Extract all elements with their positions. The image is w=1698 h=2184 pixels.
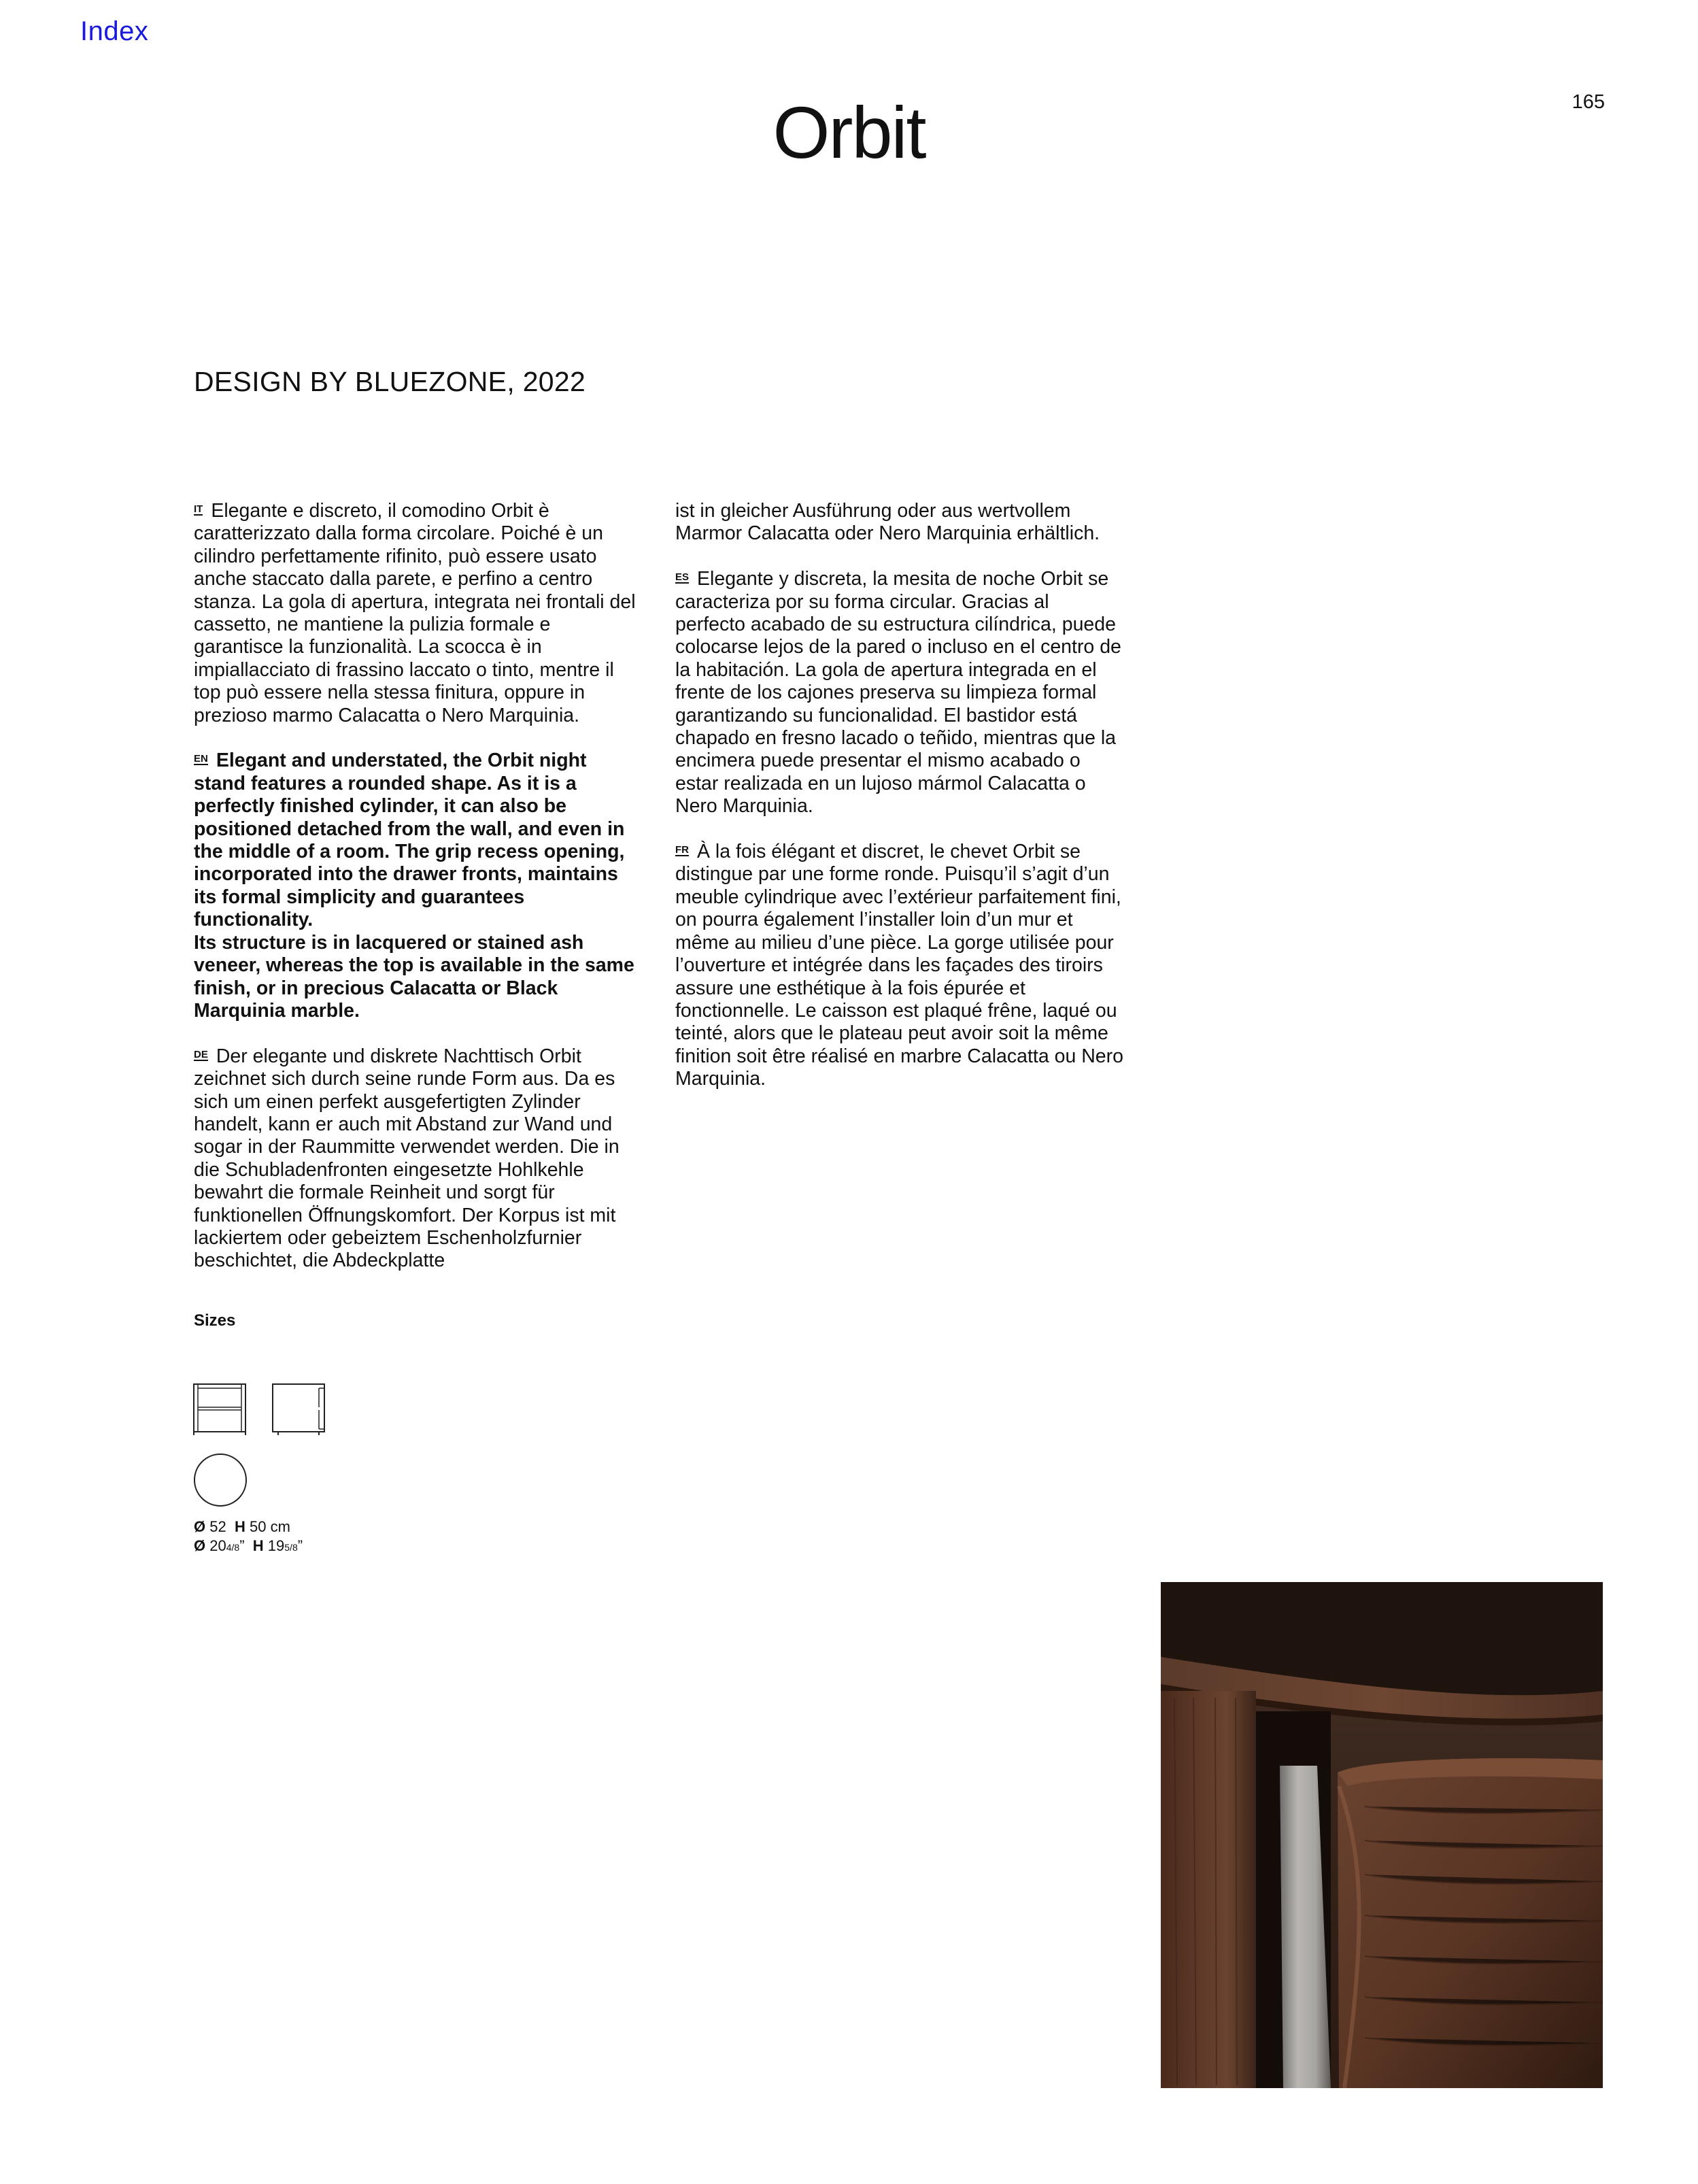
height-value: 50 cm: [249, 1518, 290, 1535]
description-fr-text: À la fois élégant et discret, le chevet Orbit se distingue par une forme ronde. Puisqu’il s’agit d’un meuble cylindrique avec l’extérieur parfaitement fini, on pourra également l’installer loin d’un mur et même au milieu d’une pièce. La gorge utilisée pour l’ouverture et intégrée dans les façades des tiroirs assure une esthétique à la fois épurée et fonctionnelle. Le caisson est plaqué frêne, laqué ou teinté, alors que le plateau peut avoir soit la même finition soit être réalisé en marbre Calacatta ou Nero Marquinia.: [675, 841, 1123, 1090]
index-link[interactable]: Index: [80, 16, 149, 46]
drawer-grip-detail-image: [1161, 1582, 1603, 2088]
height-symbol-imperial: H: [252, 1537, 264, 1554]
height-whole: 19: [267, 1537, 285, 1554]
diameter-symbol-imperial: Ø: [194, 1537, 206, 1554]
height-unit: ”: [297, 1537, 303, 1554]
description-en-text-1: Elegant and understated, the Orbit night stand features a rounded shape. As it is a perfectly finished cylinder, it can also be positioned detached from the wall, and even in the middle of a room. The grip recess opening, incorporated into the drawer fronts, maintains its formal simplicity and guarantees functionality.: [194, 750, 625, 931]
dimensions: [194, 1517, 303, 1557]
language-tag-fr: FR: [675, 844, 689, 856]
description-fr: [675, 841, 1124, 1090]
language-tag-it: IT: [194, 503, 203, 515]
description-en: [194, 750, 643, 1022]
description-it: [194, 500, 643, 727]
side-view-drawing: [271, 1381, 327, 1436]
front-view-drawing: [192, 1381, 247, 1436]
dimensions-metric: [194, 1517, 303, 1536]
description-de-text-2: ist in gleicher Ausführung oder aus wertvollem Marmor Calacatta oder Nero Marquinia erhältlich.: [675, 500, 1100, 545]
language-tag-de: DE: [194, 1048, 208, 1060]
description-es: [675, 568, 1124, 818]
diameter-whole: 20: [209, 1537, 226, 1554]
page-number: 165: [1572, 91, 1605, 113]
description-it-text: Elegante e discreto, il comodino Orbit è caratterizzato dalla forma circolare. Poiché è un cilindro perfettamente rifinito, può essere usato anche staccato dalla parete, e perfino a centro stanza. La gola di apertura, integrata nei frontali del cassetto, ne mantiene la pulizia formale e garantisce la funzionalità. La scocca è in impiallacciato di frassino laccato o tinto, mentre il top può essere nella stessa finitura, oppure in prezioso marmo Calacatta o Nero Marquinia.: [194, 500, 636, 726]
height-symbol: H: [234, 1518, 245, 1535]
description-es-text: Elegante y discreta, la mesita de noche Orbit se caracteriza por su forma circular. Gracias al perfecto acabado de su estructura cilíndrica, puede colocarse lejos de la pared o incluso en el centro de la habitación. La gola de apertura integrada en el frente de los cajones preserva su limpieza formal garantizando su funcionalidad. El bastidor está chapado en fresno lacado o teñido, mientras que la encimera puede presentar el mismo acabado o estar realizada en un lujoso mármol Calacatta o Nero Marquinia.: [675, 568, 1121, 818]
height-fraction: 5/8: [284, 1542, 298, 1553]
top-view-drawing: [192, 1452, 248, 1508]
description-en-text-2: Its structure is in lacquered or stained ash veneer, whereas the top is available in the same finish, or in precious Calacatta or Black Marquinia marble.: [194, 931, 634, 1022]
diameter-symbol: Ø: [194, 1518, 206, 1535]
diameter-fraction: 4/8: [226, 1542, 240, 1553]
page-title: Orbit: [772, 91, 926, 173]
description-de-text-1: Der elegante und diskrete Nachttisch Orbit zeichnet sich durch seine runde Form aus. Da es sich um einen perfekt ausgefertigten Zylinder handelt, kann er auch mit Abstand zur Wand und sogar in der Raummitte verwendet werden. Die in die Schubladenfronten eingesetzte Hohlkehle bewahrt die formale Reinheit und sorgt für funktionellen Öffnungskomfort. Der Korpus ist mit lackiertem oder gebeiztem Eschenholzfurnier beschichtet, die Abdeckplatte: [194, 1045, 619, 1272]
text-column-right: [675, 500, 1124, 1113]
description-de: [194, 1045, 643, 1273]
sizes-label: Sizes: [194, 1311, 236, 1330]
product-detail-photo: [1161, 1582, 1603, 2088]
description-de-continued: [675, 500, 1124, 545]
language-tag-es: ES: [675, 571, 690, 584]
language-tag-en: EN: [194, 753, 208, 765]
diameter-unit: ”: [239, 1537, 245, 1554]
design-credit: DESIGN BY BLUEZONE, 2022: [194, 366, 586, 397]
dimensions-imperial: [194, 1536, 303, 1557]
diameter-value: 52: [209, 1518, 226, 1535]
text-column-left: [194, 500, 643, 1295]
